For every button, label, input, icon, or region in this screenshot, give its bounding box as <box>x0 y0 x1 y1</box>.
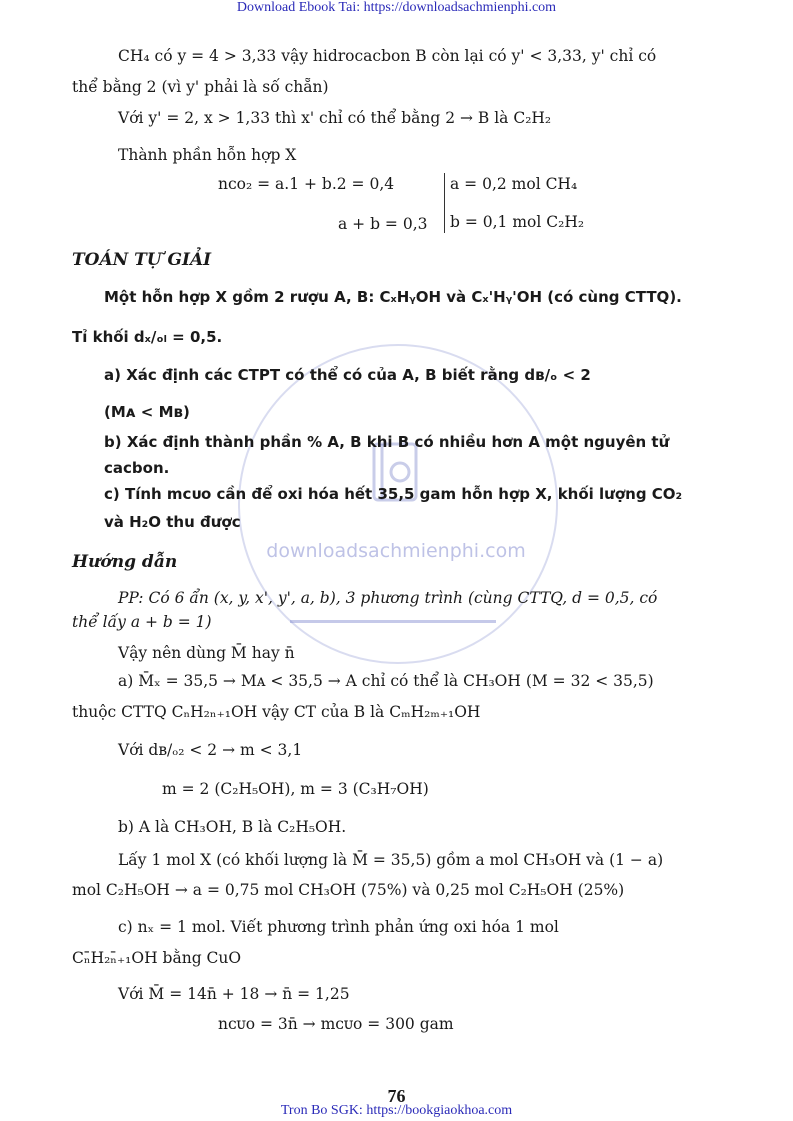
text-line: mol C₂H₅OH → a = 0,75 mol CH₃OH (75%) và 0,25 mol C₂H₅OH (25%) <box>72 881 625 899</box>
problem-line: cacbon. <box>104 459 170 477</box>
problem-line: Một hỗn hợp X gồm 2 rượu A, B: CₓHᵧOH và Cₓ'Hᵧ'OH (có cùng CTTQ). <box>104 288 682 306</box>
section-heading: TOÁN TỰ GIẢI <box>72 250 212 270</box>
problem-line: (Mᴀ < Mʙ) <box>104 403 190 421</box>
text-line: c) nₓ = 1 mol. Viết phương trình phản ứng oxi hóa 1 mol <box>118 918 559 936</box>
text-line: thể bằng 2 (vì y' phải là số chẵn) <box>72 78 329 96</box>
page-number: 76 <box>387 1086 406 1106</box>
text-line: m = 2 (C₂H₅OH), m = 3 (C₃H₇OH) <box>162 780 429 798</box>
problem-line: a) Xác định các CTPT có thể có của A, B biết rằng dʙ/ₒ < 2 <box>104 366 591 384</box>
text-line: Vậy nên dùng M̄ hay n̄ <box>118 644 295 662</box>
text-line: Cₙ̄H₂ₙ̄₊₁OH bằng CuO <box>72 949 242 967</box>
text-line: Với dʙ/ₒ₂ < 2 → m < 3,1 <box>118 741 303 759</box>
text-line: Với y' = 2, x > 1,33 thì x' chỉ có thể bằng 2 → B là C₂H₂ <box>118 109 552 127</box>
text-line: thể lấy a + b = 1) <box>72 613 212 631</box>
equation-left: nᴄᴏ₂ = a.1 + b.2 = 0,4 <box>218 175 395 193</box>
footer-link[interactable]: Tron Bo SGK: https://bookgiaokhoa.com <box>280 1103 513 1118</box>
text-line: PP: Có 6 ẩn (x, y, x', y', a, b), 3 phương trình (cùng CTTQ, d = 0,5, có <box>118 589 658 607</box>
problem-line: Tỉ khối dₓ/ₒₗ = 0,5. <box>72 328 223 346</box>
equation-right: a = 0,2 mol CH₄ <box>450 175 578 193</box>
text-line: nᴄᴜᴏ = 3n̄ → mᴄᴜᴏ = 300 gam <box>218 1015 454 1033</box>
equation-right: b = 0,1 mol C₂H₂ <box>450 213 585 231</box>
equation-brace <box>437 173 445 233</box>
section-heading: Hướng dẫn <box>72 552 178 572</box>
header-download-link[interactable]: Download Ebook Tai: https://downloadsachmienphi.com <box>236 0 557 15</box>
equation-left: a + b = 0,3 <box>338 215 428 233</box>
text-line: a) M̄ₓ = 35,5 → Mᴀ < 35,5 → A chỉ có thể là CH₃OH (M = 32 < 35,5) <box>118 672 654 690</box>
text-line: Lấy 1 mol X (có khối lượng là M̄ = 35,5) gồm a mol CH₃OH và (1 − a) <box>118 851 664 869</box>
watermark-site: downloadsachmienphi.com <box>266 540 526 562</box>
problem-line: c) Tính mᴄᴜᴏ cần để oxi hóa hết 35,5 gam hỗn hợp X, khối lượng CO₂ <box>104 485 683 503</box>
problem-line: b) Xác định thành phần % A, B khi B có nhiều hơn A một nguyên tử <box>104 433 670 451</box>
text-line: CH₄ có y = 4 > 3,33 vậy hidrocacbon B còn lại có y' < 3,33, y' chỉ có <box>118 47 657 65</box>
watermark-bar <box>290 620 496 623</box>
text-line: b) A là CH₃OH, B là C₂H₅OH. <box>118 818 347 836</box>
text-line: Thành phần hỗn hợp X <box>118 146 297 164</box>
text-line: thuộc CTTQ CₙH₂ₙ₊₁OH vậy CT của B là CₘH₂ₘ₊₁OH <box>72 703 481 721</box>
problem-line: và H₂O thu được <box>104 513 241 531</box>
text-line: Với M̄ = 14n̄ + 18 → n̄ = 1,25 <box>118 985 350 1003</box>
